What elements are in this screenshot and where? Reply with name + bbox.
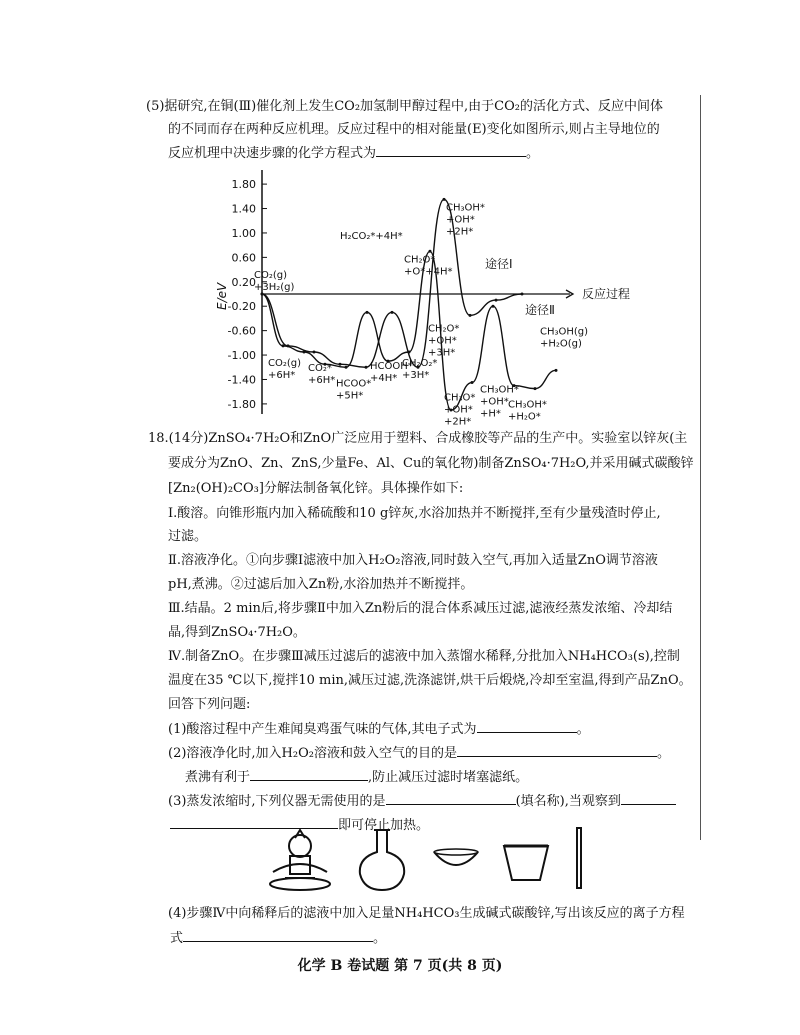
series-2-point bbox=[408, 351, 411, 354]
q18-sub1-text: (1)酸溶过程中产生难闻臭鸡蛋气味的气体,其电子式为 bbox=[168, 722, 477, 737]
y-tick-label: -1.00 bbox=[227, 349, 256, 363]
annotation-label: HCOO* bbox=[336, 378, 372, 390]
annotation-label: +OH* bbox=[480, 396, 509, 408]
series-2-point bbox=[282, 344, 285, 347]
annotation-label: +OH* bbox=[444, 404, 473, 416]
y-tick-label: -1.80 bbox=[227, 397, 256, 411]
series-2-point bbox=[471, 381, 474, 384]
annotation-label: CH₂O* bbox=[428, 323, 460, 335]
answer-blank[interactable] bbox=[457, 744, 657, 757]
margin-line bbox=[700, 95, 701, 840]
q18-intro: 回答下列问题: bbox=[168, 697, 251, 712]
q17-line1: (5)据研究,在铜(Ⅲ)催化剂上发生CO₂加氢制甲醇过程中,由于CO₂的活化方式、反应中间体 bbox=[146, 99, 663, 114]
annotation-label: +OH* bbox=[428, 335, 457, 347]
q18-sub2a-end: 。 bbox=[656, 746, 670, 761]
q18-sub2b bbox=[185, 768, 528, 787]
series-1-point bbox=[339, 363, 342, 366]
series-2-point bbox=[366, 311, 369, 314]
q18-step4a: Ⅳ.制备ZnO。在步骤Ⅲ减压过滤后的滤液中加入蒸馏水稀释,分批加入NH₄HCO₃(s),控制 bbox=[168, 649, 680, 664]
q18-sub2a-text: (2)溶液净化时,加入H₂O₂溶液和鼓入空气的目的是 bbox=[168, 746, 457, 761]
q18-step1a: Ⅰ.酸溶。向锥形瓶内加入稀硫酸和10 g锌灰,水浴加热并不断搅拌,至有少量残渣时停止, bbox=[168, 506, 661, 521]
q18-sub4b-text: 式 bbox=[170, 931, 184, 946]
q18-step3b: 晶,得到ZnSO₄·7H₂O。 bbox=[168, 625, 306, 640]
annotation-label: +H₂O* bbox=[508, 411, 541, 423]
annotation-label: CH₃OH* bbox=[480, 384, 519, 396]
q18-sub4b bbox=[170, 929, 386, 948]
answer-blank[interactable] bbox=[386, 792, 516, 805]
q18-sub3b-end: 即可停止加热。 bbox=[338, 818, 430, 833]
annotation-label: CO₂(g) bbox=[254, 269, 288, 281]
annotation-label: +6H* bbox=[268, 370, 296, 381]
series-1-point bbox=[365, 366, 368, 369]
annotation-label: CH₃O* bbox=[444, 392, 476, 404]
q18-sub2b-end: ,防止减压过滤时堵塞滤纸。 bbox=[368, 770, 529, 785]
annotation-label: +O*+4H* bbox=[404, 266, 453, 278]
series-1-point bbox=[313, 351, 316, 354]
q18-step4b: 温度在35 ℃以下,搅拌10 min,减压过滤,洗涤滤饼,烘干后煅烧,冷却至室温,得到产品ZnO。 bbox=[168, 673, 692, 688]
y-tick-label: -1.40 bbox=[227, 373, 256, 387]
annotation-label: HCOOH* bbox=[370, 361, 413, 373]
q18-step2a: Ⅱ.溶液净化。①向步骤Ⅰ滤液中加入H₂O₂溶液,同时鼓入空气,再加入适量ZnO调节溶液 bbox=[168, 553, 658, 568]
annotation-label: +5H* bbox=[336, 390, 364, 402]
evaporating-dish-icon bbox=[430, 846, 482, 876]
annotation-label: +3H₂(g) bbox=[254, 281, 295, 293]
annotation-label: CH₂O* bbox=[404, 254, 436, 266]
series-1-point bbox=[469, 314, 472, 317]
q17-line2: 的不同而存在两种反应机理。反应过程中的相对能量(E)变化如图所示,则占主导地位的 bbox=[168, 122, 660, 137]
annotation-label: CO₂* bbox=[308, 363, 332, 375]
energy-diagram bbox=[210, 160, 631, 428]
y-axis-label: E/eV bbox=[215, 282, 229, 310]
annotation-label: +OH* bbox=[446, 214, 475, 226]
series-2-point bbox=[261, 293, 264, 296]
q18-sub4b-end: 。 bbox=[373, 931, 387, 946]
y-tick-label: -0.60 bbox=[227, 324, 256, 338]
y-tick-label: 1.80 bbox=[231, 178, 256, 192]
crucible-icon bbox=[498, 840, 554, 886]
q18-sub2b-text: 煮沸有利于 bbox=[185, 770, 251, 785]
answer-blank[interactable] bbox=[376, 144, 526, 157]
y-tick-label: -0.20 bbox=[227, 300, 256, 314]
series-1-point bbox=[391, 311, 394, 314]
series-2-point bbox=[534, 387, 537, 390]
q18-sub2a bbox=[168, 744, 670, 763]
annotation-label: +6H* bbox=[308, 375, 336, 387]
series-1-point bbox=[287, 344, 290, 347]
annotation-label: CO₂(g) bbox=[268, 358, 302, 369]
q17-line3-end: 。 bbox=[526, 146, 540, 161]
annotation-label: CH₃OH* bbox=[508, 399, 547, 411]
q18-sub1 bbox=[168, 720, 590, 739]
y-tick-label: 1.40 bbox=[231, 202, 256, 216]
path2-label: 途径Ⅱ bbox=[525, 303, 555, 317]
y-tick-label: 1.00 bbox=[231, 226, 256, 240]
series-2-point bbox=[555, 369, 558, 372]
annotation-label: +H₂O(g) bbox=[540, 338, 582, 350]
series-2-point bbox=[429, 250, 432, 253]
q18-sub1-end: 。 bbox=[576, 722, 590, 737]
y-tick-label: 0.20 bbox=[231, 275, 256, 289]
annotation-label: +3H* bbox=[428, 347, 456, 359]
annotation-label: +2H* bbox=[446, 226, 474, 238]
answer-blank[interactable] bbox=[183, 929, 373, 942]
annotation-label: H₂CO₂*+4H* bbox=[340, 230, 403, 242]
alcohol-lamp-tripod-icon bbox=[265, 826, 335, 894]
q18-sub3a-text: (3)蒸发浓缩时,下列仪器无需使用的是 bbox=[168, 794, 386, 809]
series-2-point bbox=[345, 366, 348, 369]
series-1-point bbox=[443, 198, 446, 201]
annotation-label: CH₃OH* bbox=[446, 202, 485, 214]
flask-icon bbox=[352, 826, 412, 894]
series-1-point bbox=[495, 299, 498, 302]
q18-step1b: 过滤。 bbox=[168, 529, 208, 544]
series-2-point bbox=[303, 351, 306, 354]
q18-sub4a: (4)步骤Ⅳ中向稀释后的滤液中加入足量NH₄HCO₃生成碱式碳酸锌,写出该反应的离子方程 bbox=[168, 906, 685, 921]
glass-rod-icon bbox=[572, 826, 586, 890]
annotation-label: +2H* bbox=[444, 416, 472, 428]
answer-blank[interactable] bbox=[250, 768, 368, 781]
q17-line3-text: 反应机理中决速步骤的化学方程式为 bbox=[168, 146, 377, 161]
annotation-label: CH₂O₂* bbox=[402, 358, 438, 369]
annotation-label: +H* bbox=[480, 408, 501, 420]
y-tick-label: 0.60 bbox=[231, 251, 256, 265]
annotation-label: CH₃OH(g) bbox=[540, 326, 589, 338]
series-1-point bbox=[521, 293, 524, 296]
answer-blank[interactable] bbox=[621, 792, 676, 805]
annotation-label: +4H* bbox=[370, 373, 398, 385]
q18-line2: 要成分为ZnO、Zn、ZnS,少量Fe、Al、Cu的氧化物)制备ZnSO₄·7H₂O,并采用碱式碳酸锌 bbox=[168, 456, 694, 471]
answer-blank[interactable] bbox=[477, 720, 577, 733]
x-axis-label: 反应过程 bbox=[582, 287, 631, 301]
q18-line1: 18.(14分)ZnSO₄·7H₂O和ZnO广泛应用于塑料、合成橡胶等产品的生产中。实验室以锌灰(主 bbox=[148, 431, 688, 446]
series-2-point bbox=[492, 305, 495, 308]
annotation-label: +3H* bbox=[402, 370, 430, 381]
q18-line3: [Zn₂(OH)₂CO₃]分解法制备氧化锌。具体操作如下: bbox=[168, 481, 464, 496]
page-footer: 化学 B 卷试题 第 7 页(共 8 页) bbox=[297, 958, 503, 974]
q18-sub3a bbox=[168, 792, 676, 811]
path1-label: 途径Ⅰ bbox=[485, 257, 513, 271]
q18-step2b: pH,煮沸。②过滤后加入Zn粉,水浴加热并不断搅拌。 bbox=[168, 577, 474, 592]
q18-sub3a-mid: (填名称),当观察到 bbox=[515, 794, 621, 809]
q18-step3a: Ⅲ.结晶。2 min后,将步骤Ⅱ中加入Zn粉后的混合体系减压过滤,滤液经蒸发浓缩、冷却结 bbox=[168, 601, 673, 616]
